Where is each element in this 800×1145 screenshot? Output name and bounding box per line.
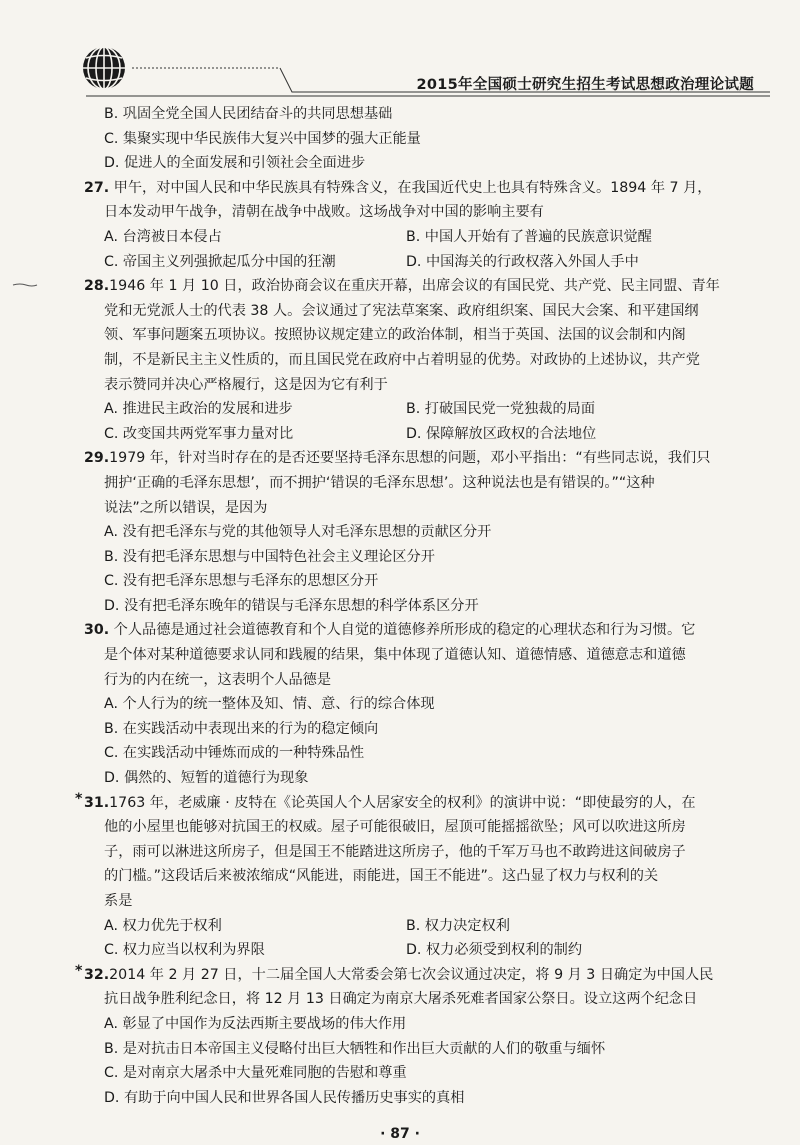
question-text: 他的小屋里也能够对抗国王的权威。屋子可能很破旧，屋顶可能摇摇欲坠；风可以吹进这所房 <box>104 819 686 836</box>
question-text: 制，不是新民主主义性质的，而且国民党在政府中占着明显的优势。对政协的上述协议，共产党 <box>104 351 700 368</box>
option-b: B. 权力决定权利 <box>406 917 510 934</box>
option-c: C. 改变国共两党军事力量对比 <box>104 425 294 442</box>
question-number: 32. <box>84 966 110 983</box>
option-d: D. 促进人的全面发展和引领社会全面进步 <box>104 155 366 172</box>
option-b: B. 巩固全党全国人民团结奋斗的共同思想基础 <box>104 106 393 122</box>
option-a: A. 台湾被日本侵占 <box>104 228 222 245</box>
question-text: 行为的内在统一，这表明个人品德是 <box>104 671 332 688</box>
question-number: 27. <box>84 179 110 196</box>
option-b: B. 没有把毛泽东思想与中国特色社会主义理论区分开 <box>104 548 435 565</box>
question-text: 表示赞同并决心严格履行，这是因为它有利于 <box>104 376 388 393</box>
question-text: 1946 年 1 月 10 日，政治协商会议在重庆开幕，出席会议的有国民党、共产党、民主同盟、青年 <box>109 278 720 295</box>
option-row <box>84 225 764 250</box>
question-text: 是个体对某种道德要求认同和践履的结果，集中体现了道德认知、道德情感、道德意志和道德 <box>104 647 686 664</box>
option-row <box>84 397 764 422</box>
option-a: A. 彰显了中国作为反法西斯主要战场的伟大作用 <box>104 1015 407 1032</box>
question-text: 甲午，对中国人民和中华民族具有特殊含义，在我国近代史上也具有特殊含义。1894 年 7 月， <box>113 179 712 196</box>
question-text: 党和无党派人士的代表 38 人。会议通过了宪法草案案、政府组织案、国民大会案、和平建国纲 <box>104 302 699 319</box>
question-text: 说法”之所以错误，是因为 <box>104 499 268 516</box>
option-b: B. 打破国民党一党独裁的局面 <box>406 401 596 418</box>
question-29 <box>84 446 764 618</box>
option-b: B. 是对抗击日本帝国主义侵略付出巨大牺牲和作出巨大贡献的人们的敬重与缅怀 <box>104 1040 606 1057</box>
option-d: D. 中国海关的行政权落入外国人手中 <box>406 253 639 270</box>
option-row <box>84 938 764 963</box>
option-b: B. 在实践活动中表现出来的行为的稳定倾向 <box>104 720 379 737</box>
header-title: 2015年全国硕士研究生招生考试思想政治理论试题 <box>416 77 754 93</box>
option-c: C. 在实践活动中锤炼而成的一种特殊品性 <box>104 745 365 762</box>
page-header <box>0 0 800 100</box>
option-a: A. 推进民主政治的发展和进步 <box>104 401 293 418</box>
question-text: 1763 年，老威廉 · 皮特在《论英国人个人居家安全的权利》的演讲中说：“即使最穷的人，在 <box>109 794 696 811</box>
question-number: 30. <box>84 622 110 639</box>
question-text: 日本发动甲午战争，清朝在战争中战败。这场战争对中国的影响主要有 <box>104 204 544 221</box>
option-c: C. 权力应当以权利为界限 <box>104 942 265 959</box>
question-number: 28. <box>84 278 110 295</box>
option-a: A. 权力优先于权利 <box>104 917 222 934</box>
option-c: C. 集聚实现中华民族伟大复兴中国梦的强大正能量 <box>104 130 421 147</box>
option-d: D. 保障解放区政权的合法地位 <box>406 425 597 442</box>
question-27 <box>84 176 764 274</box>
option-row <box>84 422 764 447</box>
option-d: D. 权力必须受到权利的制约 <box>406 942 583 959</box>
option-row <box>84 250 764 275</box>
option-a: A. 个人行为的统一整体及知、情、意、行的综合体现 <box>104 696 435 713</box>
option-d: D. 没有把毛泽东晚年的错误与毛泽东思想的科学体系区分开 <box>104 597 479 614</box>
question-text: 2014 年 2 月 27 日，十二届全国人大常委会第七次会议通过决定，将 9 月 3 日确定为中国人民 <box>109 966 714 983</box>
question-text: 个人品德是通过社会道德教育和个人自觉的道德修养所形成的稳定的心理状态和行为习惯。它 <box>113 622 696 639</box>
option-c: C. 帝国主义列强掀起瓜分中国的狂潮 <box>104 253 336 270</box>
option-row <box>84 914 764 939</box>
question-text: 系是 <box>104 893 133 909</box>
question-text: 领、军事问题案五项协议。按照协议规定建立的政治体制，相当于英国、法国的议会制和内阁 <box>104 327 686 344</box>
option-a: A. 没有把毛泽东与党的其他领导人对毛泽东思想的贡献区分开 <box>104 524 492 541</box>
star-mark: * <box>75 790 83 807</box>
option-c: C. 没有把毛泽东思想与毛泽东的思想区分开 <box>104 573 379 590</box>
option-b: B. 中国人开始有了普遍的民族意识觉醒 <box>406 228 652 245</box>
option-c: C. 是对南京大屠杀中大量死难同胞的告慰和尊重 <box>104 1065 407 1082</box>
star-mark: * <box>75 962 83 979</box>
carryover-options <box>84 102 764 176</box>
question-number: 29. <box>84 450 110 467</box>
page-number: · 87 · <box>380 1126 420 1142</box>
question-31 <box>75 790 764 963</box>
question-32 <box>75 962 764 1111</box>
question-28 <box>84 274 764 446</box>
question-text: 1979 年，针对当时存在的是否还要坚持毛泽东思想的问题，邓小平指出：“有些同志说，我们只 <box>109 450 711 467</box>
question-text: 子，雨可以淋进这所房子，但是国王不能踏进这所房子，他的千军万马也不敢跨进这间破房子 <box>104 843 686 860</box>
question-text: 拥护‘正确的毛泽东思想’，而不拥护‘错误的毛泽东思想’。这种说法也是有错误的。”“这种 <box>104 474 655 491</box>
pen-mark <box>12 282 38 288</box>
option-d: D. 有助于向中国人民和世界各国人民传播历史事实的真相 <box>104 1089 465 1106</box>
option-d: D. 偶然的、短暂的道德行为现象 <box>104 770 309 787</box>
question-text: 抗日战争胜利纪念日，将 12 月 13 日确定为南京大屠杀死难者国家公祭日。设立这两个纪念日 <box>104 991 698 1008</box>
exam-page <box>75 102 764 1110</box>
question-number: 31. <box>84 794 110 811</box>
question-30 <box>84 618 764 790</box>
question-text: 的门槛。”这段话后来被浓缩成“风能进，雨能进，国王不能进”。这凸显了权力与权利的关 <box>104 868 659 885</box>
